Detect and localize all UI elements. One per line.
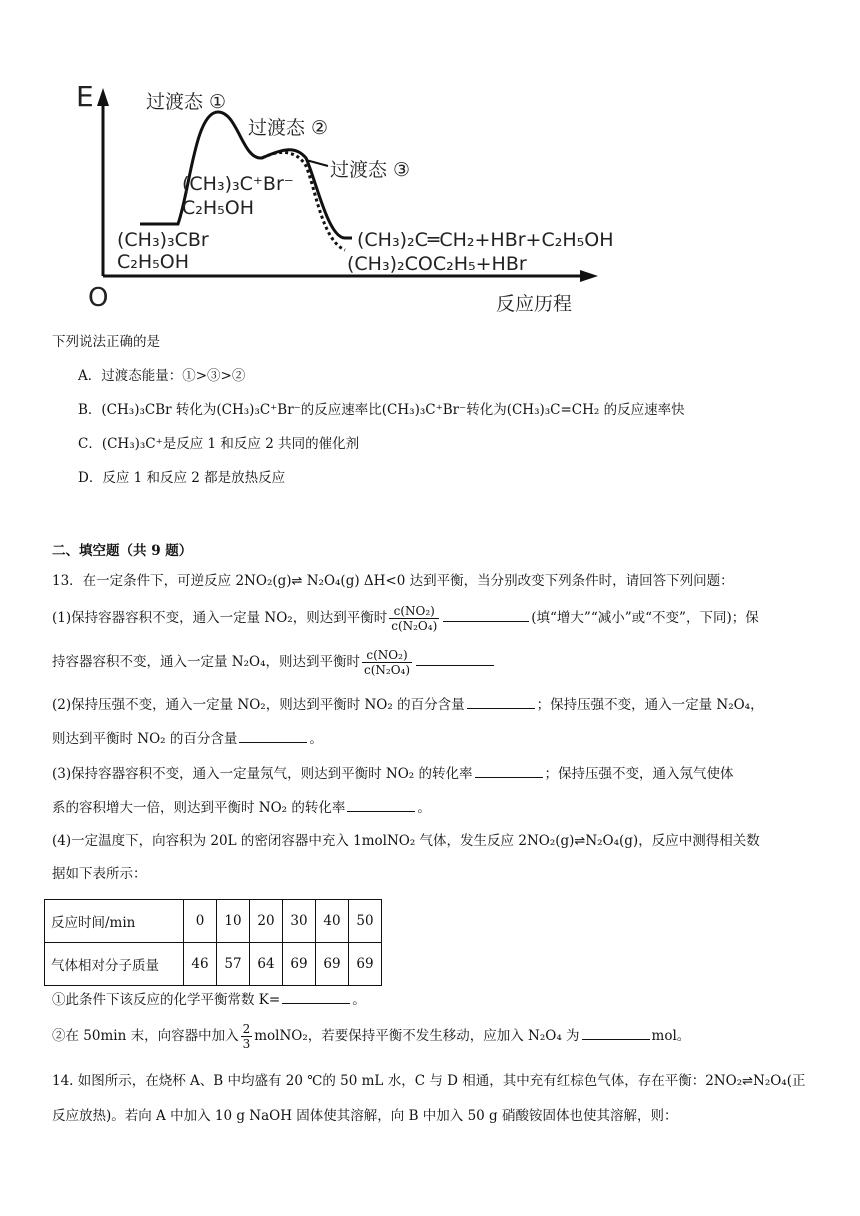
answer-blank-6[interactable] (347, 797, 415, 812)
ratio-denominator: c(N₂O₄) (391, 619, 438, 633)
q12-option-a: A．过渡态能量：①>③>② (78, 368, 246, 384)
intermediate-label-1: (CH₃)₃C⁺Br⁻ (182, 173, 294, 195)
table-row (45, 900, 382, 943)
concentration-ratio-1 (389, 604, 439, 633)
q13-sub2 (52, 1018, 690, 1054)
q13-p4-b: N₂O₄(g)，反应中测得相关数 (585, 833, 760, 849)
q13-part3-line1 (52, 763, 734, 784)
table-cell: 69 (349, 943, 382, 986)
q12-stem: 下列说法正确的是 (52, 334, 160, 350)
q13-part1-line1 (52, 600, 759, 636)
answer-blank-1[interactable] (443, 607, 529, 622)
ratio-numerator: c(NO₂) (389, 604, 439, 619)
x-axis-label: 反应历程 (496, 293, 573, 315)
table-cell: 40 (316, 900, 349, 943)
answer-blank-2[interactable] (416, 651, 494, 666)
equilibrium-arrow: ⇌ (742, 1074, 754, 1089)
q12-option-c: C．(CH₃)₃C⁺是反应 1 和反应 2 共同的催化剂 (78, 436, 360, 452)
fraction-numerator: 2 (242, 1022, 251, 1036)
q13-p4-a: (4)一定温度下，向容积为 20L 的密闭容器中充入 1molNO₂ 气体，发生反应 2NO₂(g) (52, 833, 575, 849)
ts1-label: 过渡态 ① (146, 91, 227, 113)
q13-intro (52, 571, 734, 592)
q13-part3-line2 (52, 797, 431, 818)
answer-blank-5[interactable] (475, 763, 543, 778)
concentration-ratio-2 (362, 648, 412, 677)
q14-line1-a: 14. 如图所示，在烧杯 A、B 中均盛有 20 ℃的 50 mL 水，C 与 D 相通，其中充有红棕色气体，存在平衡：2NO₂ (52, 1073, 743, 1089)
q13-part1-line2 (52, 644, 496, 680)
ts3-label: 过渡态 ③ (330, 159, 411, 181)
table-row-label: 气体相对分子质量 (45, 943, 184, 986)
two-thirds-fraction (241, 1022, 253, 1051)
q13-sub2-a: ②在 50min 末，向容器中加入 (52, 1028, 239, 1044)
period: 。 (309, 731, 323, 747)
intermediate-label-2: C₂H₅OH (182, 197, 255, 219)
q13-p2-c: 则达到平衡时 NO₂ 的百分含量 (52, 731, 238, 747)
table-cell: 0 (184, 900, 217, 943)
table-cell: 20 (250, 900, 283, 943)
q12-option-d: D．反应 1 和反应 2 都是放热反应 (78, 470, 286, 486)
ratio-numerator: c(NO₂) (362, 648, 412, 663)
q13-sub1 (52, 989, 366, 1010)
q13-sub2-c: mol。 (651, 1028, 691, 1044)
table-cell: 64 (250, 943, 283, 986)
table-cell: 46 (184, 943, 217, 986)
equilibrium-arrow: ⇌ (291, 574, 303, 589)
q14-line2: 反应放热)。若向 A 中加入 10 g NaOH 固体使其溶解，向 B 中加入 50 g 硝酸铵固体也使其溶解，则： (52, 1108, 678, 1124)
table-cell: 57 (217, 943, 250, 986)
table-cell: 30 (283, 900, 316, 943)
q13-p2-b: ；保持压强不变，通入一定量 N₂O₄， (536, 697, 764, 713)
q13-part4-line2: 据如下表所示： (52, 866, 147, 882)
q13-intro-b: N₂O₄(g) ΔH<0 达到平衡，当分别改变下列条件时，请回答下列问题： (302, 573, 734, 589)
q13-p1-a: (1)保持容器容积不变，通入一定量 NO₂，则达到平衡时 (52, 610, 388, 626)
x-axis-arrow (580, 270, 598, 282)
product-label-1: (CH₃)₂C═CH₂+HBr+C₂H₅OH (357, 229, 614, 251)
answer-blank-8[interactable] (582, 1025, 650, 1040)
period: 。 (352, 992, 366, 1008)
table-cell: 50 (349, 900, 382, 943)
table-cell: 69 (316, 943, 349, 986)
q13-part4-line1 (52, 831, 760, 852)
fraction-denominator: 3 (242, 1037, 251, 1051)
answer-blank-3[interactable] (467, 694, 535, 709)
q13-p3-c: 系的容积增大一倍，则达到平衡时 NO₂ 的转化率 (52, 800, 346, 816)
table-row (45, 943, 382, 986)
origin-label: O (88, 283, 109, 313)
table-cell: 69 (283, 943, 316, 986)
energy-profile-figure (0, 0, 860, 330)
q13-intro-a: 13．在一定条件下，可逆反应 2NO₂(g) (52, 573, 292, 589)
reactant-label-1: (CH₃)₃CBr (117, 229, 209, 251)
y-axis-label: E (76, 80, 94, 113)
table-row-label: 反应时间/min (45, 900, 184, 943)
q13-p1-b: (填“增大”“减小”或“不变”，下同)；保 (531, 610, 759, 626)
equilibrium-arrow: ⇌ (574, 834, 586, 849)
y-axis-arrow (97, 88, 109, 106)
q13-p3-a: (3)保持容器容积不变，通入一定量氖气，则达到平衡时 NO₂ 的转化率 (52, 766, 473, 782)
product-label-2: (CH₃)₂COC₂H₅+HBr (347, 253, 527, 275)
q13-p3-b: ；保持压强不变，通入氖气使体 (544, 766, 734, 782)
data-table (44, 899, 382, 986)
q13-part2-line1 (52, 694, 764, 715)
q13-sub1-a: ①此条件下该反应的化学平衡常数 K= (52, 992, 281, 1008)
q13-p2-a: (2)保持压强不变，通入一定量 NO₂，则达到平衡时 NO₂ 的百分含量 (52, 697, 465, 713)
q14-line1 (52, 1071, 806, 1092)
q13-part2-line2 (52, 728, 323, 749)
answer-blank-7[interactable] (282, 989, 350, 1004)
section-title: 二、填空题（共 9 题） (52, 543, 193, 559)
table-cell: 10 (217, 900, 250, 943)
ts2-label: 过渡态 ② (248, 117, 329, 139)
reactant-label-2: C₂H₅OH (117, 251, 190, 273)
q13-sub2-b: molNO₂，若要保持平衡不发生移动，应加入 N₂O₄ 为 (254, 1028, 580, 1044)
q12-option-b: B．(CH₃)₃CBr 转化为(CH₃)₃C⁺Br⁻的反应速率比(CH₃)₃C⁺Br⁻转化为(CH₃)₃C=CH₂ 的反应速率快 (78, 402, 685, 418)
period: 。 (417, 800, 431, 816)
q13-p1-c: 持容器容积不变，通入一定量 N₂O₄，则达到平衡时 (52, 654, 360, 670)
answer-blank-4[interactable] (239, 728, 307, 743)
ratio-denominator: c(N₂O₄) (364, 663, 411, 677)
q14-line1-b: N₂O₄(正 (753, 1073, 806, 1089)
